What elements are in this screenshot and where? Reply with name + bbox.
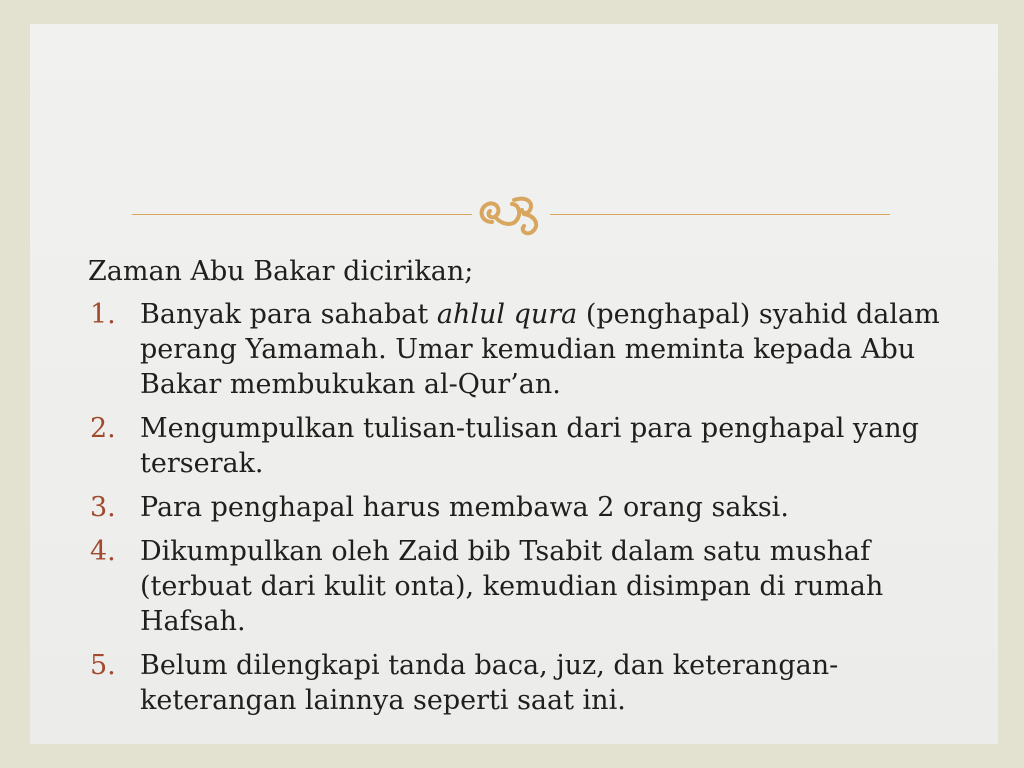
list-number: 1.	[90, 299, 116, 330]
list-text: Para penghapal harus membawa 2 orang saksi.	[140, 492, 789, 523]
list-text-italic: ahlul qura	[436, 299, 578, 330]
list-number: 5.	[90, 650, 116, 681]
list-text: Dikumpulkan oleh Zaid bib Tsabit dalam satu mushaf (terbuat dari kulit onta), kemudian disimpan di rumah Hafsah.	[140, 536, 884, 637]
list-item	[88, 534, 968, 639]
list-number: 3.	[90, 492, 116, 523]
divider-line-right	[550, 214, 890, 215]
numbered-list	[88, 297, 968, 718]
list-text: Belum dilengkapi tanda baca, juz, dan keterangan-keterangan lainnya seperti saat ini.	[140, 650, 839, 716]
list-number: 4.	[90, 536, 116, 567]
list-item	[88, 490, 968, 525]
intro-text: Zaman Abu Bakar dicirikan;	[88, 256, 474, 287]
list-item	[88, 411, 968, 481]
list-text: Mengumpulkan tulisan-tulisan dari para penghapal yang terserak.	[140, 413, 919, 479]
list-item	[88, 648, 968, 718]
list-text-after: (penghapal) syahid dalam perang Yamamah. Umar kemudian meminta kepada Abu Bakar membukukan al-Qur’an.	[140, 299, 940, 400]
divider-line-left	[132, 214, 472, 215]
list-number: 2.	[90, 413, 116, 444]
slide	[30, 24, 998, 744]
flourish-ornament-icon	[474, 192, 548, 236]
slide-body	[88, 254, 968, 727]
list-item	[88, 297, 968, 402]
list-text-before: Banyak para sahabat	[140, 299, 437, 330]
